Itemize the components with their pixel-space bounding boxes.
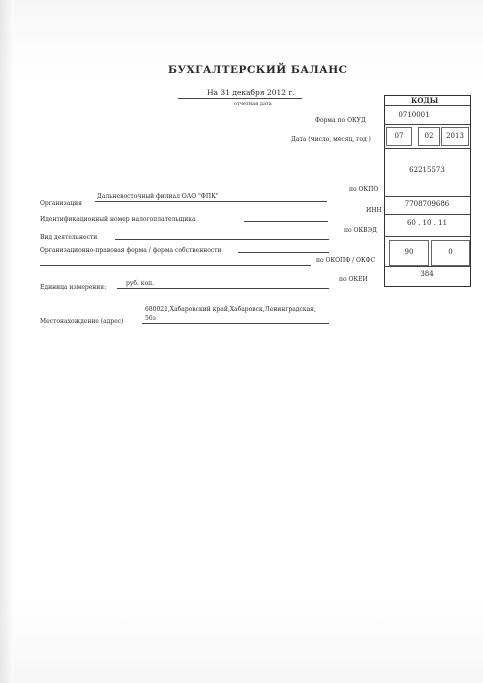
- okved-divider: [384, 236, 470, 237]
- taxpayer-id-underline: [244, 221, 328, 222]
- organization-value: Дальневосточный филиал ОАО "ФПК": [97, 193, 219, 200]
- taxpayer-id-label: Идентификационный номер налогоплательщика: [40, 216, 196, 223]
- okopf-label: по ОКОПФ / ОКФС: [316, 257, 376, 264]
- legal-form-underline-2: [40, 265, 311, 266]
- date-underline: [178, 98, 302, 99]
- unit-value: руб. коп.: [126, 280, 155, 287]
- inn-value: 7708709686: [404, 200, 450, 208]
- date-label: Дата (число, месяц, год ): [291, 136, 371, 143]
- codes-header-divider: [384, 105, 470, 106]
- inn-divider: [384, 214, 470, 215]
- date-year: 2013: [441, 127, 469, 146]
- okud-divider: [384, 124, 470, 125]
- date-divider: [384, 148, 470, 149]
- okud-value: 0710001: [398, 111, 430, 119]
- date-month: 02: [418, 127, 440, 146]
- okfs-value: 0: [431, 240, 470, 266]
- address-value-line1: 680021,Хабаровский край,Хабаровск,Ленинградская,: [145, 306, 316, 313]
- address-value-line2: 56з: [145, 315, 156, 322]
- legal-form-underline-1: [238, 252, 329, 253]
- date-day: 07: [386, 127, 412, 146]
- unit-underline: [117, 288, 329, 289]
- okpo-label: по ОКПО: [349, 186, 379, 193]
- organization-label: Организация: [40, 200, 82, 207]
- organization-underline: [95, 201, 327, 202]
- okopf-divider: [384, 266, 470, 267]
- okpo-value: 62215573: [409, 166, 445, 174]
- page-shadow: [0, 0, 14, 683]
- okopf-value: 90: [389, 240, 429, 266]
- activity-underline: [115, 239, 329, 240]
- okud-label: Форма по ОКУД: [315, 117, 366, 124]
- date-caption: отчетная дата: [234, 101, 272, 107]
- codes-header: КОДЫ: [411, 96, 439, 105]
- report-date: На 31 декабря 2012 г.: [207, 88, 295, 97]
- inn-label: ИНН: [366, 207, 382, 214]
- report-title: БУХГАЛТЕРСКИЙ БАЛАНС: [168, 64, 348, 76]
- unit-label: Единица измерения:: [40, 284, 107, 291]
- okved-value: 60 . 10 . 11: [406, 219, 448, 227]
- okei-value: 384: [420, 270, 434, 278]
- okpo-divider: [384, 196, 470, 197]
- address-underline: [142, 323, 329, 324]
- legal-form-label: Организационно-правовая форма / форма собственности: [40, 247, 222, 254]
- activity-label: Вид деятельности: [40, 234, 98, 241]
- okved-label: по ОКВЭД: [344, 227, 377, 234]
- address-label: Местонахождение (адрес): [40, 318, 124, 325]
- okei-label: по ОКЕИ: [339, 276, 368, 283]
